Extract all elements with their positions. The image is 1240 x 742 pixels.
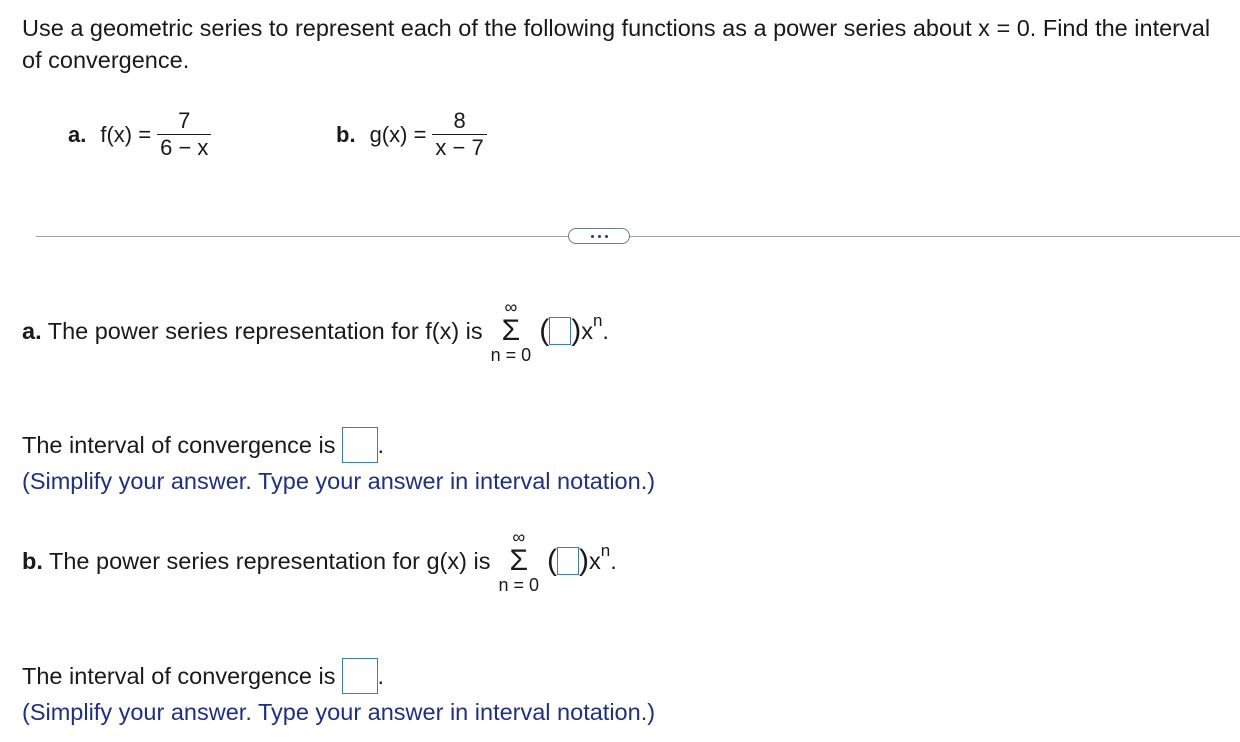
answer-a-label: a. bbox=[22, 317, 42, 344]
answer-b-series-row bbox=[22, 528, 617, 594]
answer-b-coefficient-input[interactable] bbox=[557, 547, 579, 575]
x-variable: x bbox=[589, 547, 601, 574]
problem-prompt: Use a geometric series to represent each of the following functions as a power series about x = 0. Find the interval of convergence. bbox=[22, 15, 1211, 73]
exponent: n bbox=[592, 311, 603, 330]
period: . bbox=[377, 662, 385, 689]
part-a-label: a. bbox=[68, 121, 87, 147]
sum-lower-limit: n = 0 bbox=[498, 575, 540, 595]
more-dot-icon bbox=[598, 235, 601, 238]
close-paren: ) bbox=[571, 314, 582, 347]
answer-b-text bbox=[22, 548, 490, 575]
answer-a-text bbox=[22, 318, 483, 345]
period: . bbox=[377, 431, 385, 458]
answer-b-label: b. bbox=[22, 547, 43, 574]
answer-b-interval-input[interactable] bbox=[342, 658, 378, 694]
function-b-fraction bbox=[432, 108, 486, 161]
sigma-icon: Σ bbox=[501, 314, 521, 347]
answer-b-interval-row bbox=[22, 658, 384, 694]
sigma-notation bbox=[491, 298, 532, 364]
answer-a-coefficient-input[interactable] bbox=[549, 317, 571, 345]
sum-upper-limit: ∞ bbox=[512, 527, 526, 547]
answer-a-series-row bbox=[22, 298, 609, 364]
section-divider bbox=[36, 236, 1240, 237]
answer-b-hint: (Simplify your answer. Type your answer in interval notation.) bbox=[22, 699, 656, 725]
sigma-notation bbox=[498, 528, 539, 594]
answer-a-prompt: The power series representation for f(x) is bbox=[47, 317, 483, 344]
interval-a-text: The interval of convergence is bbox=[22, 431, 336, 458]
open-paren: ( bbox=[539, 314, 550, 347]
answer-a-interval-input[interactable] bbox=[342, 427, 378, 463]
sum-lower-limit: n = 0 bbox=[490, 345, 532, 365]
part-b-label: b. bbox=[336, 121, 356, 147]
function-a bbox=[68, 108, 211, 161]
function-a-denominator: 6 − x bbox=[160, 135, 209, 160]
answer-b-prompt: The power series representation for g(x) is bbox=[49, 547, 491, 574]
function-a-lhs: f(x) = bbox=[100, 121, 152, 147]
more-dot-icon bbox=[605, 235, 608, 238]
function-a-fraction bbox=[157, 108, 211, 161]
function-b bbox=[336, 108, 487, 161]
x-variable: x bbox=[581, 317, 593, 344]
sum-upper-limit: ∞ bbox=[504, 297, 518, 317]
open-paren: ( bbox=[547, 544, 558, 577]
close-paren: ) bbox=[579, 544, 590, 577]
answer-a-interval-row bbox=[22, 427, 384, 463]
function-b-lhs: g(x) = bbox=[369, 121, 427, 147]
more-dot-icon bbox=[591, 235, 594, 238]
exponent: n bbox=[600, 541, 611, 560]
period: . bbox=[610, 547, 617, 574]
answer-a-hint: (Simplify your answer. Type your answer in interval notation.) bbox=[22, 468, 656, 494]
more-options-button[interactable] bbox=[568, 228, 630, 244]
interval-b-text: The interval of convergence is bbox=[22, 662, 336, 689]
function-b-numerator: 8 bbox=[453, 108, 466, 133]
function-a-numerator: 7 bbox=[178, 108, 191, 133]
function-b-denominator: x − 7 bbox=[435, 135, 484, 160]
period: . bbox=[602, 317, 609, 344]
sigma-icon: Σ bbox=[509, 544, 529, 577]
